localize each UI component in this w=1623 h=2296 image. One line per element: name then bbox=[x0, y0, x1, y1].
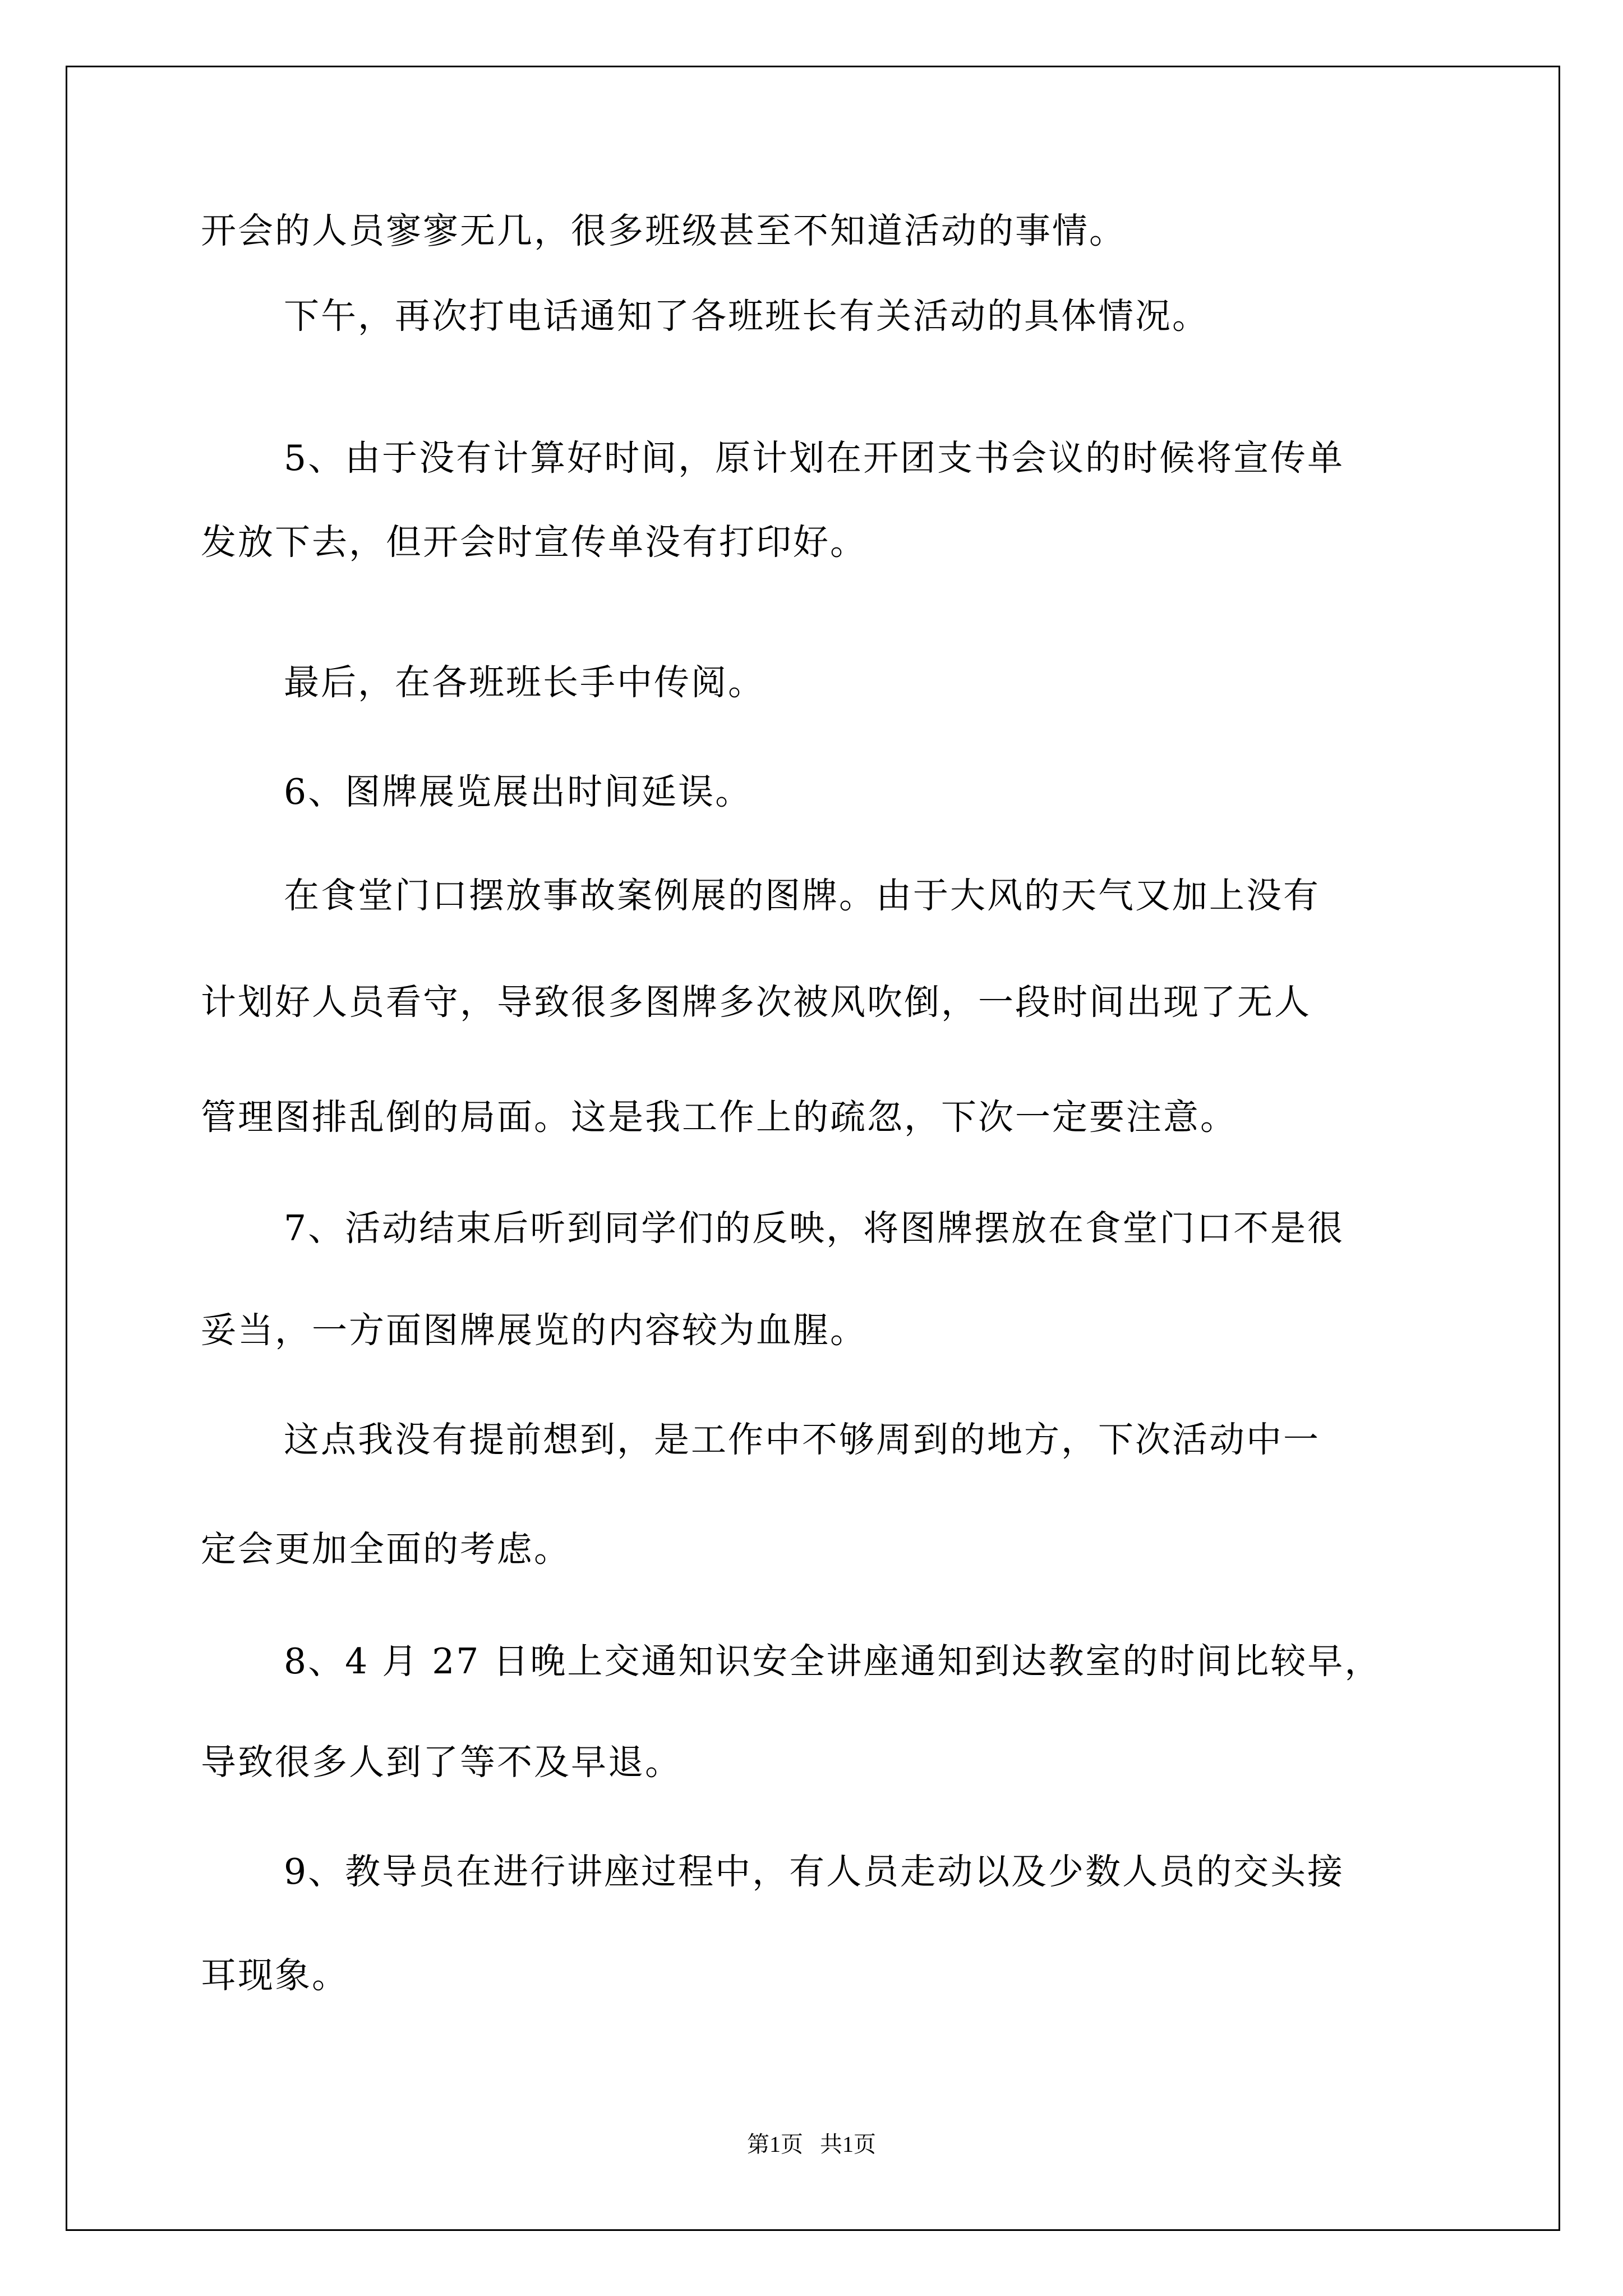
text-line: 耳现象。 bbox=[201, 1955, 349, 1996]
text-line: 开会的人员寥寥无几，很多班级甚至不知道活动的事情。 bbox=[201, 210, 1126, 251]
text-line: 定会更加全面的考虑。 bbox=[201, 1529, 571, 1570]
text-line: 6、图牌展览展出时间延误。 bbox=[284, 771, 753, 812]
text-line: 9、教导员在进行讲座过程中，有人员走动以及少数人员的交头接 bbox=[284, 1851, 1345, 1892]
text-line: 妥当，一方面图牌展览的内容较为血腥。 bbox=[201, 1310, 867, 1351]
text-line: 发放下去，但开会时宣传单没有打印好。 bbox=[201, 522, 867, 563]
text-line: 计划好人员看守，导致很多图牌多次被风吹倒，一段时间出现了无人 bbox=[201, 982, 1311, 1023]
page-border bbox=[66, 66, 1560, 2231]
text-line: 这点我没有提前想到，是工作中不够周到的地方，下次活动中一 bbox=[284, 1419, 1320, 1460]
text-line: 在食堂门口摆放事故案例展的图牌。由于大风的天气又加上没有 bbox=[284, 875, 1320, 916]
text-line: 8、4 月 27 日晚上交通知识安全讲座通知到达教室的时间比较早， bbox=[284, 1641, 1382, 1682]
text-line: 最后，在各班班长手中传阅。 bbox=[284, 662, 765, 703]
text-line: 7、活动结束后听到同学们的反映，将图牌摆放在食堂门口不是很 bbox=[284, 1208, 1345, 1249]
text-line: 下午，再次打电话通知了各班班长有关活动的具体情况。 bbox=[284, 296, 1209, 337]
text-line: 管理图排乱倒的局面。这是我工作上的疏忽，下次一定要注意。 bbox=[201, 1097, 1237, 1138]
text-line: 导致很多人到了等不及早退。 bbox=[201, 1742, 682, 1783]
page-footer: 第1页 共1页 bbox=[747, 2132, 876, 2157]
text-line: 5、由于没有计算好时间，原计划在开团支书会议的时候将宣传单 bbox=[284, 438, 1345, 478]
